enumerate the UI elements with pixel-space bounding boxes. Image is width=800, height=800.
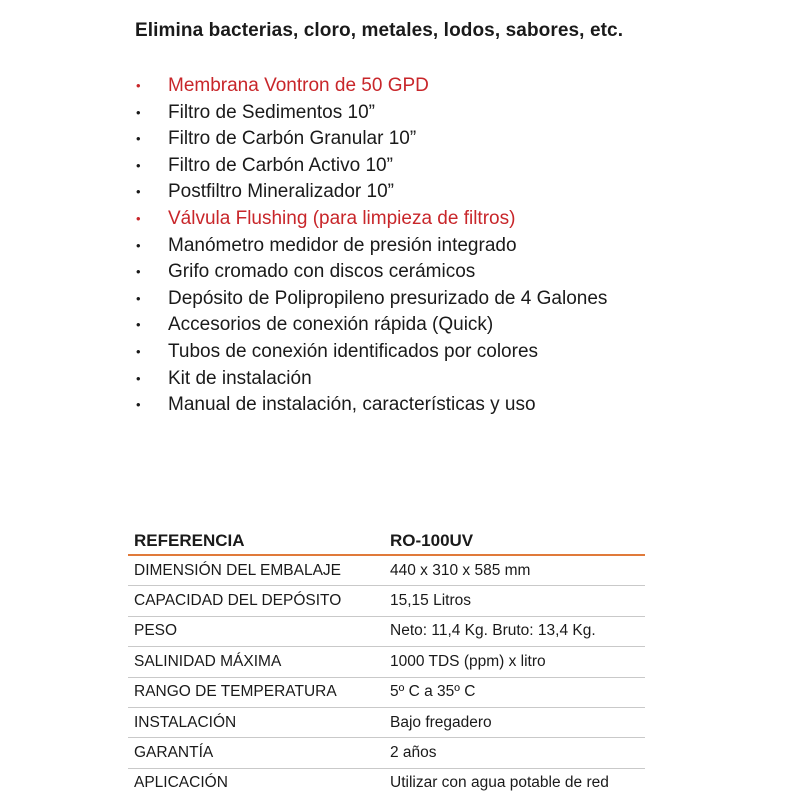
feature-text: Accesorios de conexión rápida (Quick)	[168, 314, 494, 336]
spec-header-key: REFERENCIA	[128, 527, 384, 555]
feature-text: Manual de instalación, características y uso	[168, 394, 536, 416]
spec-key: DIMENSIÓN DEL EMBALAJE	[128, 555, 384, 586]
feature-text: Filtro de Sedimentos 10”	[168, 101, 375, 123]
feature-text: Depósito de Polipropileno presurizado de 4 Galones	[168, 287, 608, 309]
feature-item	[132, 179, 772, 206]
feature-item	[132, 153, 772, 180]
bullet-icon: •	[136, 264, 141, 280]
spec-key: RANGO DE TEMPERATURA	[128, 677, 384, 707]
bullet-icon: •	[136, 157, 141, 173]
feature-item	[132, 339, 772, 366]
spec-row	[128, 555, 645, 586]
spec-value: 440 x 310 x 585 mm	[384, 555, 645, 586]
spec-row	[128, 677, 645, 707]
bullet-icon: •	[136, 290, 141, 306]
feature-list	[132, 73, 772, 419]
feature-item	[132, 312, 772, 339]
spec-key: APLICACIÓN	[134, 774, 228, 792]
spec-row	[128, 616, 645, 646]
bullet-icon: •	[136, 317, 141, 333]
feature-item	[132, 100, 772, 127]
feature-item	[132, 392, 772, 419]
feature-text: Válvula Flushing (para limpieza de filtros)	[168, 207, 516, 229]
feature-text: Filtro de Carbón Granular 10”	[168, 128, 417, 150]
spec-value: 5º C a 35º C	[384, 677, 645, 707]
feature-text: Kit de instalación	[168, 367, 312, 389]
feature-item	[132, 286, 772, 313]
feature-text: Manómetro medidor de presión integrado	[168, 234, 517, 256]
spec-value: 1000 TDS (ppm) x litro	[384, 647, 645, 677]
bullet-icon: •	[136, 131, 141, 147]
feature-text: Postfiltro Mineralizador 10”	[168, 181, 394, 203]
spec-key: INSTALACIÓN	[128, 707, 384, 737]
spec-value: Utilizar con agua potable de red	[390, 774, 609, 792]
spec-row	[128, 707, 645, 737]
feature-item	[132, 259, 772, 286]
feature-item	[132, 206, 772, 233]
spec-table	[128, 527, 645, 798]
spec-key: PESO	[128, 616, 384, 646]
bullet-icon: •	[136, 397, 141, 413]
spec-row	[128, 647, 645, 677]
spec-header-value: RO-100UV	[384, 527, 645, 555]
bullet-icon: •	[136, 343, 141, 359]
feature-text: Membrana Vontron de 50 GPD	[168, 75, 429, 96]
headline: Elimina bacterias, cloro, metales, lodos, sabores, etc.	[135, 20, 624, 41]
feature-item	[132, 73, 772, 100]
spec-key: CAPACIDAD DEL DEPÓSITO	[128, 586, 384, 616]
bullet-icon: •	[136, 210, 141, 226]
bullet-icon: •	[136, 370, 141, 386]
feature-item	[132, 126, 772, 153]
bullet-icon: •	[136, 104, 141, 120]
feature-text: Grifo cromado con discos cerámicos	[168, 261, 476, 283]
spec-row	[128, 768, 645, 798]
bullet-icon: •	[136, 184, 141, 200]
feature-text: Filtro de Carbón Activo 10”	[168, 154, 393, 176]
spec-value: 2 años	[384, 738, 645, 768]
spec-key: GARANTÍA	[128, 738, 384, 768]
feature-text: Tubos de conexión identificados por colores	[168, 340, 539, 362]
bullet-icon: •	[136, 78, 141, 93]
spec-value: 15,15 Litros	[384, 586, 645, 616]
feature-item	[132, 366, 772, 393]
bullet-icon: •	[136, 237, 141, 253]
spec-row	[128, 586, 645, 616]
spec-value: Neto: 11,4 Kg. Bruto: 13,4 Kg.	[384, 616, 645, 646]
spec-value: Bajo fregadero	[384, 707, 645, 737]
spec-header-row	[128, 527, 645, 555]
spec-key: SALINIDAD MÁXIMA	[128, 647, 384, 677]
spec-row	[128, 738, 645, 768]
feature-item	[132, 233, 772, 260]
